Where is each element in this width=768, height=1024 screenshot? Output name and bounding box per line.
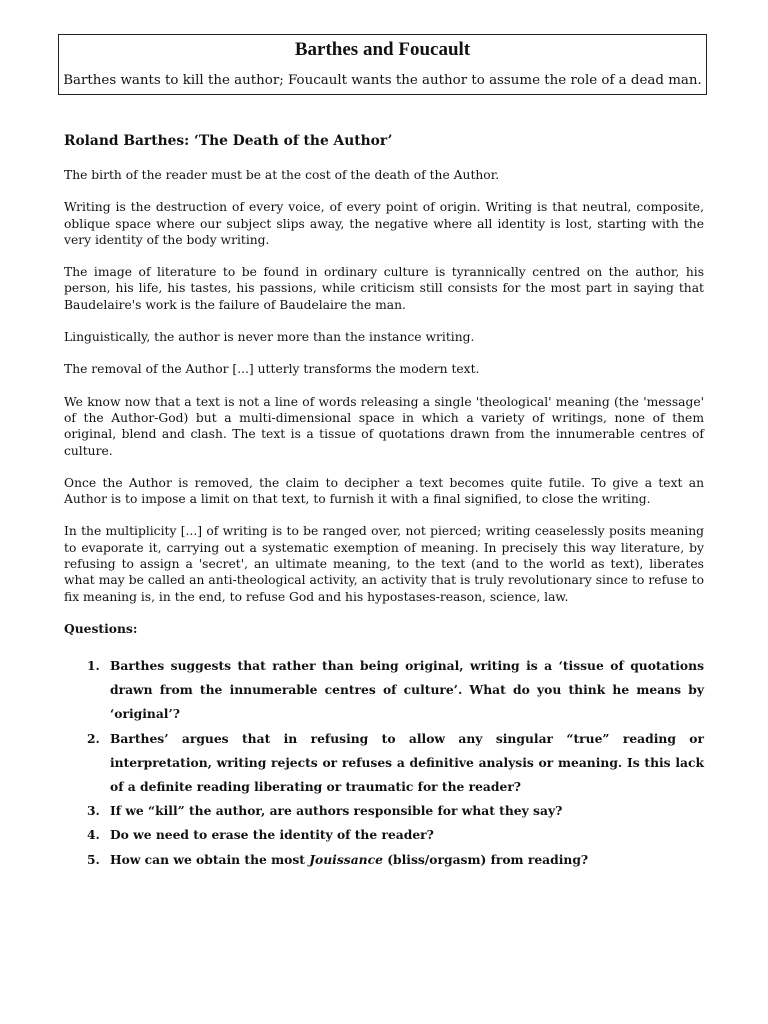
section-heading: Roland Barthes: ‘The Death of the Author’ xyxy=(64,133,393,149)
questions-heading: Questions: xyxy=(64,620,138,636)
paragraph: In the multiplicity [...] of writing is to be ranged over, not pierced; writing ceaselessly posits meaning to evaporate it, carrying out a systematic exemption of meaning. In precisely this way literature, by refusing to assign a 'secret', an ultimate meaning, to the text (and to the world as text), liberates what may be called an anti-theological activity, an activity that is truly revolutionary since to refuse to fix meaning is, in the end, to refuse God and his hypostases-reason, science, law. xyxy=(64,524,704,604)
question-text xyxy=(110,852,588,867)
paragraph: Linguistically, the author is never more than the instance writing. xyxy=(64,330,475,345)
title-box xyxy=(58,34,707,95)
paragraph: The image of literature to be found in ordinary culture is tyrannically centred on the author, his person, his life, his tastes, his passions, while criticism still consists for the most part in saying that Baudelaire's work is the failure of Baudelaire the man. xyxy=(64,265,704,312)
question-text: Barthes’ argues that in refusing to allow any singular “true” reading or interpretation, writing rejects or refuses a definitive analysis or meaning. Is this lack of a definite reading liberating or traumatic for the reader? xyxy=(110,730,704,794)
question-number: 4. xyxy=(87,827,100,843)
paragraph: The removal of the Author [...] utterly transforms the modern text. xyxy=(64,362,480,377)
question-number: 2. xyxy=(87,730,100,746)
document-page xyxy=(64,34,704,872)
paragraph: Once the Author is removed, the claim to decipher a text becomes quite futile. To give a text an Author is to impose a limit on that text, to furnish it with a final signified, to close the writing. xyxy=(64,475,704,507)
question-item xyxy=(64,799,704,823)
question-item xyxy=(64,654,704,727)
question-number: 1. xyxy=(87,657,100,673)
question-item xyxy=(64,823,704,847)
paragraph: Writing is the destruction of every voice, of every point of origin. Writing is that neutral, composite, oblique space where our subject slips away, the negative where all identity is lost, starting with the very identity of the body writing. xyxy=(64,200,704,247)
question-number: 5. xyxy=(87,851,100,867)
question-text: If we “kill” the author, are authors responsible for what they say? xyxy=(110,803,563,819)
question-text-part: How can we obtain the most xyxy=(110,851,310,867)
question-number: 3. xyxy=(87,803,100,819)
questions-list xyxy=(64,654,704,872)
paragraph: We know now that a text is not a line of words releasing a single 'theological' meaning (the 'message' of the Author-God) but a multi-dimensional space in which a variety of writings, none of them original, blend and clash. The text is a tissue of quotations drawn from the innumerable centres of culture. xyxy=(64,394,704,458)
question-text: Barthes suggests that rather than being original, writing is a ‘tissue of quotations drawn from the innumerable centres of culture’. What do you think he means by ‘original’? xyxy=(110,657,704,722)
question-text-part: (bliss/orgasm) from reading? xyxy=(382,851,589,867)
jouissance-term: Jouissance xyxy=(309,851,383,867)
question-item xyxy=(64,727,704,800)
paragraph: The birth of the reader must be at the cost of the death of the Author. xyxy=(64,168,500,182)
question-text: Do we need to erase the identity of the reader? xyxy=(110,827,434,843)
question-item xyxy=(64,848,704,872)
document-title: Barthes and Foucault xyxy=(294,39,471,60)
document-subtitle: Barthes wants to kill the author; Foucault wants the author to assume the role of a dead man. xyxy=(63,73,702,88)
